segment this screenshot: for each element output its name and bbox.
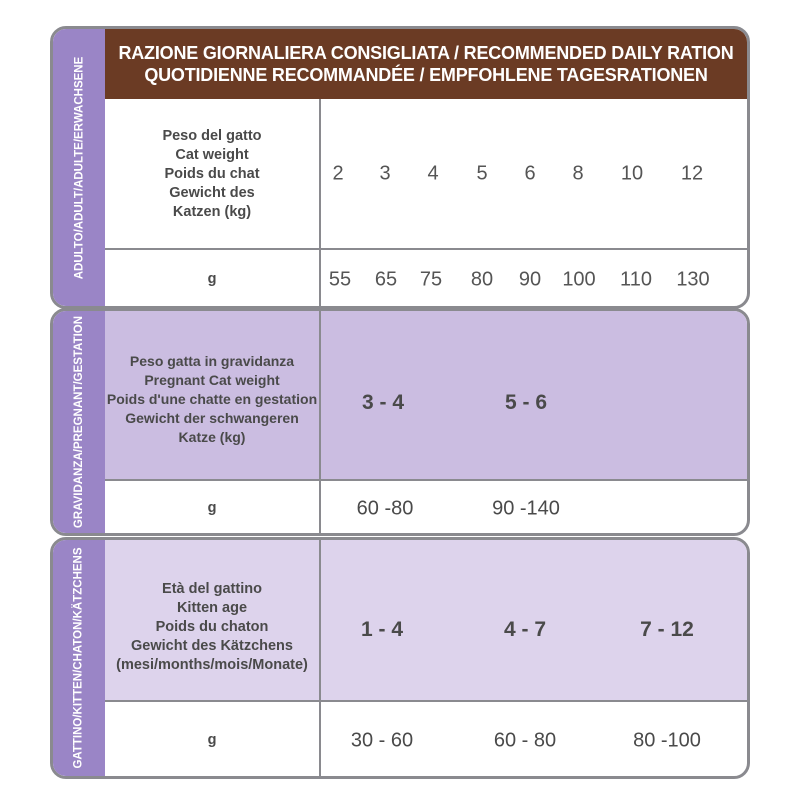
kitten-grams-row bbox=[105, 702, 747, 779]
kitten-age-row bbox=[105, 540, 747, 700]
adult-grams-value: 80 bbox=[470, 268, 494, 290]
adult-weight-value: 8 bbox=[572, 162, 584, 185]
grams-unit: g bbox=[207, 500, 217, 516]
kitten-grams-value: 30 - 60 bbox=[350, 729, 414, 751]
adult-grams-value: 75 bbox=[419, 268, 443, 290]
pregnant-sidebar-label: GRAVIDANZA/PREGNANT/GESTATION bbox=[73, 315, 85, 529]
label-line: (mesi/months/mois/Monate) bbox=[116, 656, 308, 673]
label-line: Età del gattino bbox=[162, 580, 262, 597]
pregnant-weight-row bbox=[105, 311, 747, 479]
adult-weight-row bbox=[105, 99, 747, 249]
adult-weight-value: 4 bbox=[427, 162, 439, 185]
kitten-age-value: 7 - 12 bbox=[640, 617, 694, 641]
grams-unit: g bbox=[207, 271, 217, 287]
adult-grams-row bbox=[105, 250, 747, 309]
adult-weight-value: 6 bbox=[524, 162, 536, 185]
label-line: Gewicht des Kätzchens bbox=[131, 637, 293, 654]
adult-weight-value: 3 bbox=[379, 162, 391, 185]
adult-grams-value: 110 bbox=[620, 268, 652, 290]
grams-unit: g bbox=[207, 732, 217, 748]
label-line: Peso del gatto bbox=[162, 127, 262, 144]
adult-sidebar bbox=[53, 29, 105, 306]
kitten-grams-values bbox=[321, 702, 747, 779]
header-line-1: RAZIONE GIORNALIERA CONSIGLIATA / RECOMMENDED DAILY RATION bbox=[118, 43, 734, 63]
adult-grams-values bbox=[321, 250, 747, 309]
pregnant-grams-row bbox=[105, 481, 747, 536]
kitten-sidebar-label: GATTINO/KITTEN/CHATON/KÄTZCHENS bbox=[73, 547, 86, 769]
adult-grams-value: 65 bbox=[374, 268, 398, 290]
kitten-age-value: 1 - 4 bbox=[360, 617, 404, 641]
label-line: Pregnant Cat weight bbox=[144, 371, 280, 388]
adult-grams-value: 90 bbox=[518, 268, 542, 290]
label-line: Gewicht des bbox=[169, 184, 255, 201]
adult-weight-value: 12 bbox=[680, 162, 704, 185]
pregnant-weight-value: 3 - 4 bbox=[361, 391, 405, 415]
pregnant-sidebar bbox=[53, 311, 105, 533]
kitten-age-values bbox=[321, 540, 747, 700]
adult-grams-value: 55 bbox=[328, 268, 352, 290]
pregnant-grams-value: 60 -80 bbox=[356, 497, 414, 519]
adult-weight-values bbox=[321, 99, 747, 249]
pregnant-weight-values bbox=[321, 311, 747, 479]
pregnant-grams-value: 90 -140 bbox=[492, 497, 560, 519]
label-line: Katze (kg) bbox=[178, 428, 246, 445]
kitten-grams-value: 60 - 80 bbox=[493, 729, 557, 751]
kitten-age-label bbox=[105, 540, 321, 700]
pregnant-grams-values bbox=[321, 481, 747, 536]
adult-panel bbox=[50, 26, 750, 309]
label-line: Peso gatta in gravidanza bbox=[129, 352, 295, 369]
kitten-sidebar bbox=[53, 540, 105, 776]
pregnant-panel bbox=[50, 308, 750, 536]
kitten-grams-label bbox=[105, 702, 321, 779]
label-line: Kitten age bbox=[176, 599, 248, 616]
pregnant-grams-label bbox=[105, 481, 321, 536]
label-line: Gewicht der schwangeren bbox=[125, 409, 299, 426]
label-line: Katzen (kg) bbox=[172, 203, 252, 220]
kitten-panel bbox=[50, 537, 750, 779]
adult-weight-value: 2 bbox=[332, 162, 344, 185]
pregnant-weight-label bbox=[105, 311, 321, 479]
label-line: Poids d'une chatte en gestation bbox=[106, 390, 318, 407]
adult-sidebar-label: ADULTO/ADULT/ADULTE/ERWACHSENE bbox=[73, 56, 86, 279]
kitten-age-value: 4 - 7 bbox=[503, 617, 547, 641]
pregnant-weight-value: 5 - 6 bbox=[504, 391, 548, 415]
adult-grams-value: 100 bbox=[562, 268, 596, 290]
adult-weight-label bbox=[105, 99, 321, 249]
adult-grams-value: 130 bbox=[676, 268, 710, 290]
adult-weight-value: 10 bbox=[620, 162, 644, 185]
label-line: Poids du chat bbox=[164, 165, 260, 182]
label-line: Poids du chaton bbox=[155, 618, 269, 635]
kitten-grams-value: 80 -100 bbox=[633, 729, 701, 751]
adult-grams-label bbox=[105, 250, 321, 309]
ration-header bbox=[105, 29, 747, 99]
label-line: Cat weight bbox=[175, 146, 249, 163]
adult-weight-value: 5 bbox=[476, 162, 488, 185]
header-line-2: QUOTIDIENNE RECOMMANDÉE / EMPFOHLENE TAGESRATIONEN bbox=[144, 65, 708, 85]
